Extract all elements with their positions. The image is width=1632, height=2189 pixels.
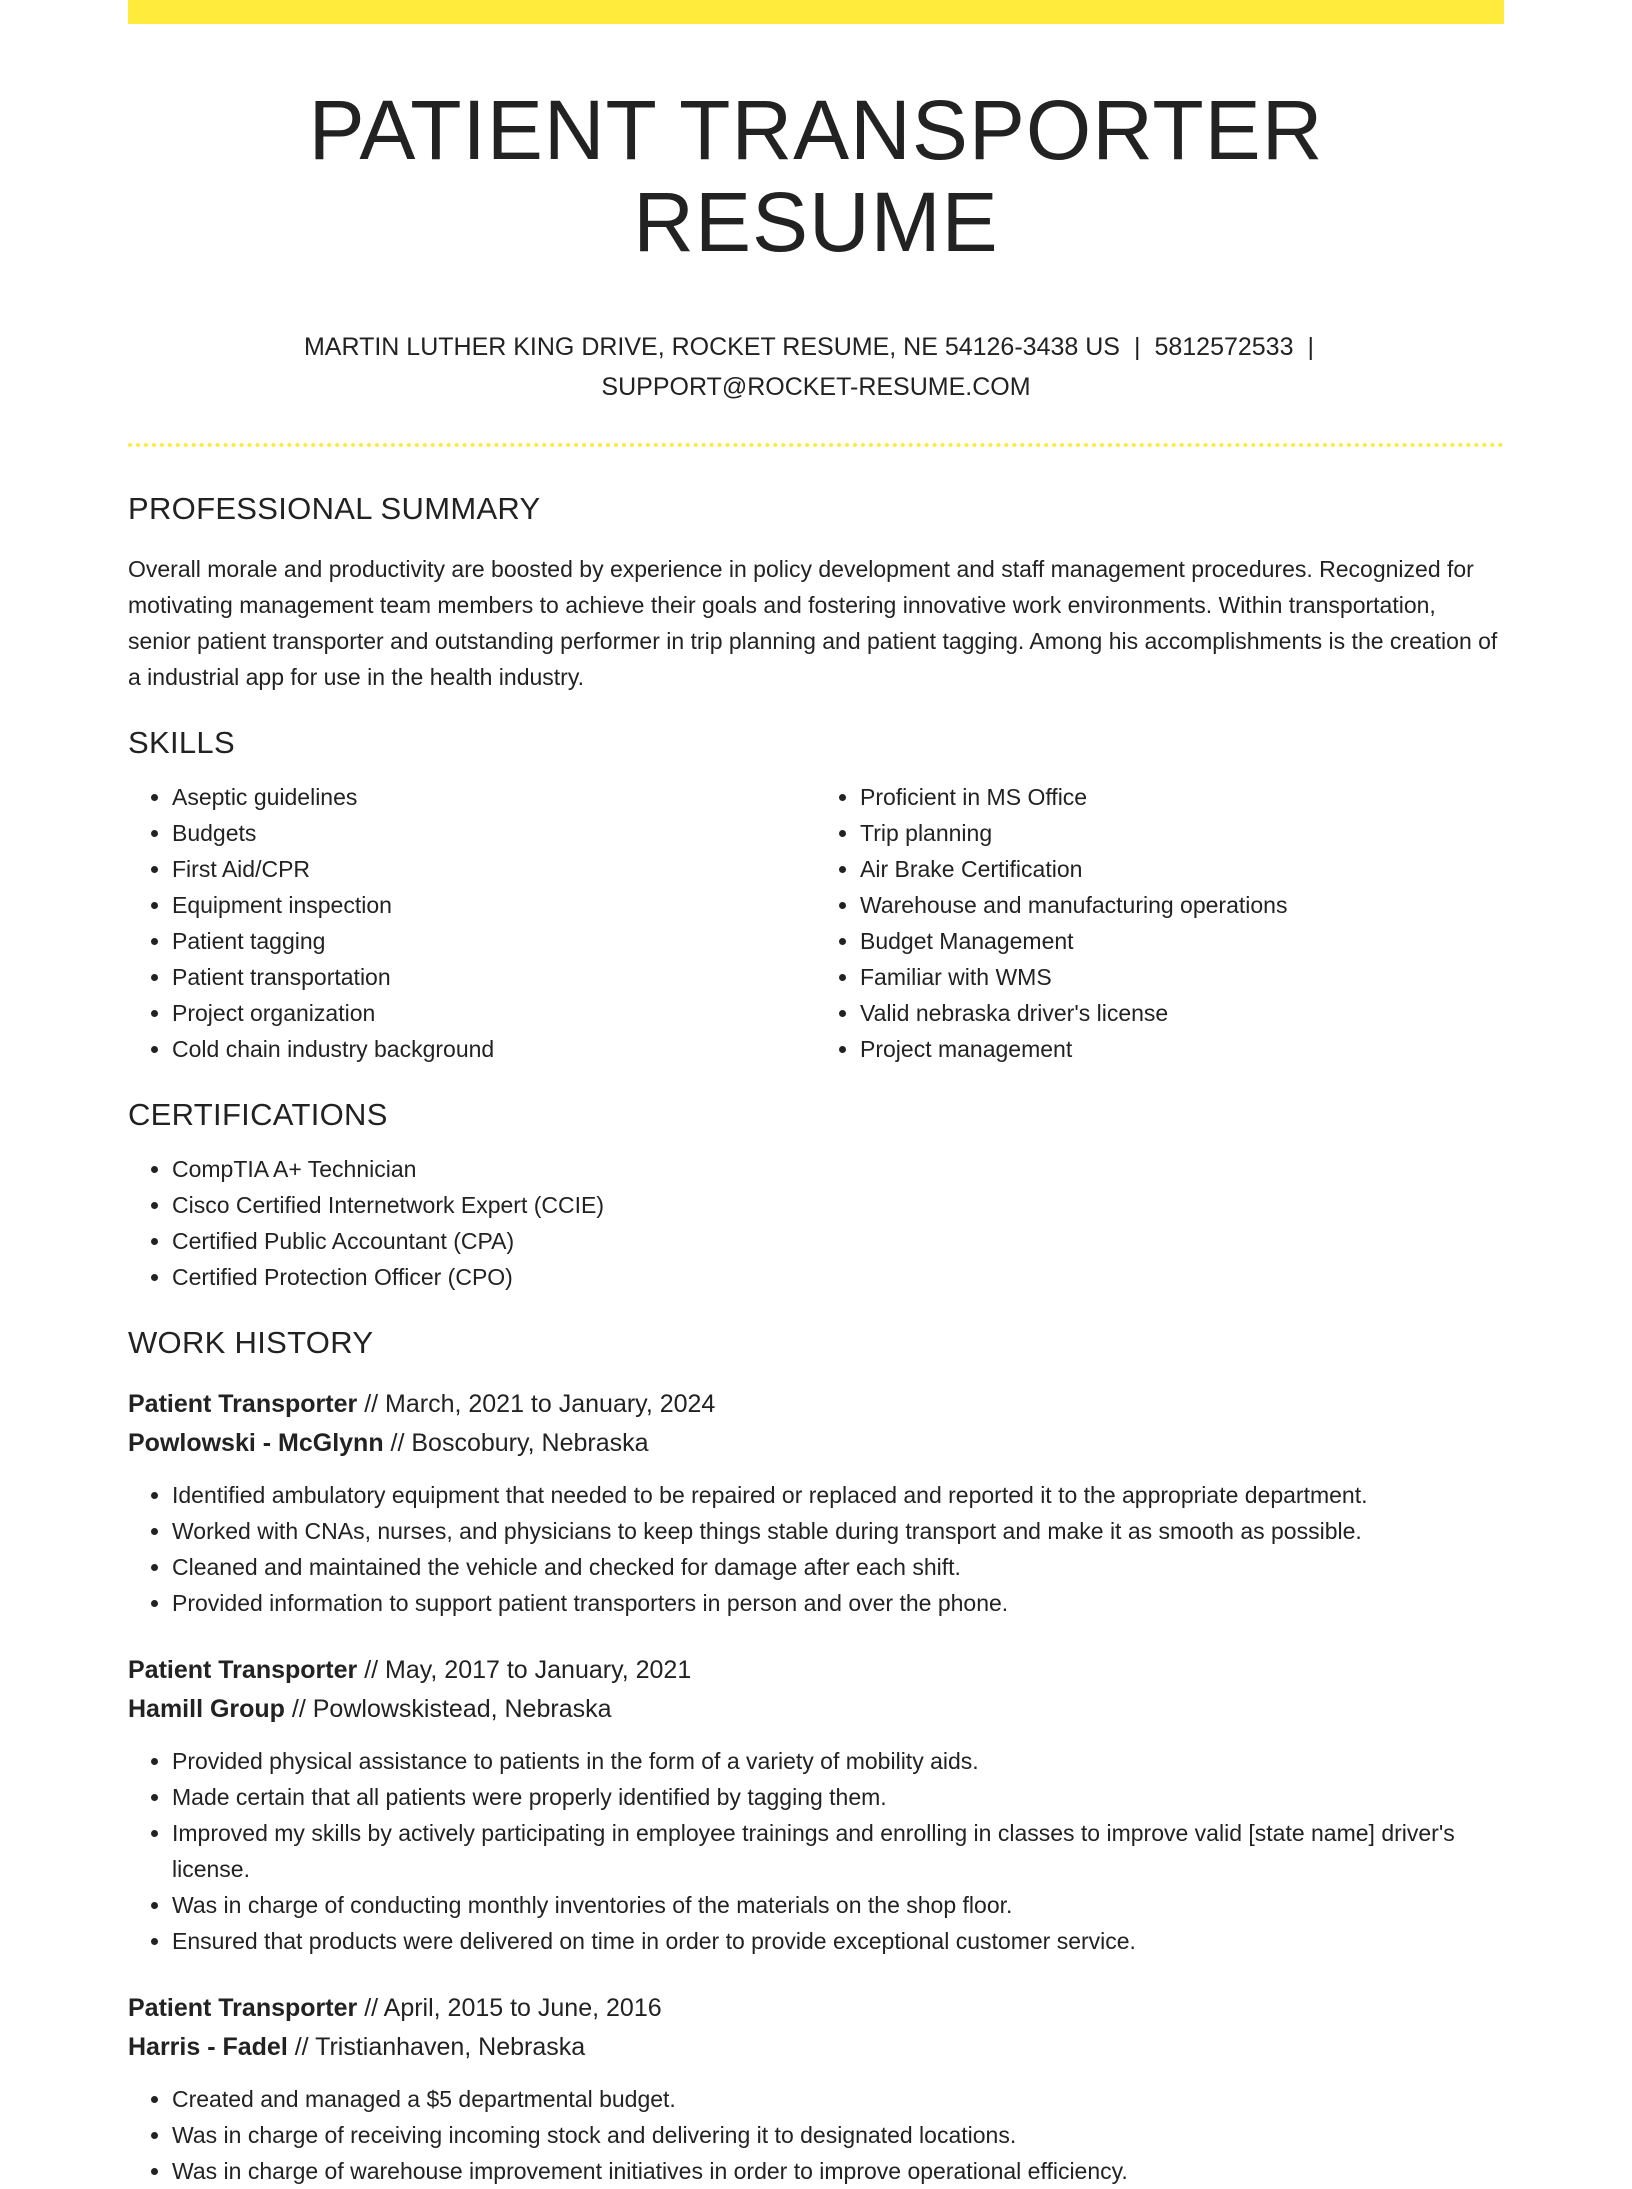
skills-heading: SKILLS	[128, 724, 235, 760]
skill-item: • Budgets	[172, 815, 816, 851]
skill-item: • Air Brake Certification	[860, 851, 1504, 887]
job-company: Harris - Fadel	[128, 2032, 288, 2061]
contact-separator: |	[1307, 332, 1314, 361]
job-bullet: • Improved my skills by actively participating in employee trainings and enrolling in classes to improve valid [state name] driver's license.	[172, 1815, 1504, 1887]
job-entry	[128, 1651, 1504, 1959]
job-dates: // March, 2021 to January, 2024	[364, 1389, 716, 1418]
contact-address: MARTIN LUTHER KING DRIVE, ROCKET RESUME, NE 54126-3438 US	[303, 332, 1120, 361]
skill-item: • Cold chain industry background	[172, 1031, 816, 1067]
skill-item: • Patient tagging	[172, 923, 816, 959]
job-bullet: • Cleaned and maintained the vehicle and checked for damage after each shift.	[172, 1549, 1504, 1585]
contact-info	[128, 327, 1504, 407]
skill-item: • Proficient in MS Office	[860, 779, 1504, 815]
job-title-line	[128, 1989, 1504, 2028]
job-bullet: • Was in charge of receiving incoming stock and delivering it to designated locations.	[172, 2117, 1504, 2153]
job-title-line	[128, 1385, 1504, 1424]
certifications-list	[128, 1151, 1504, 1295]
skill-item: • Project management	[860, 1031, 1504, 1067]
skills-columns	[128, 779, 1504, 1067]
job-bullet: • Was in charge of warehouse improvement initiatives in order to improve operational efficiency.	[172, 2153, 1504, 2189]
job-bullet: • Provided physical assistance to patients in the form of a variety of mobility aids.	[172, 1743, 1504, 1779]
contact-phone: 5812572533	[1154, 332, 1294, 361]
certification-item: • Certified Public Accountant (CPA)	[172, 1223, 1504, 1259]
work-history-heading: WORK HISTORY	[128, 1324, 374, 1360]
job-dates: // April, 2015 to June, 2016	[364, 1993, 662, 2022]
skill-item: • Equipment inspection	[172, 887, 816, 923]
job-company: Powlowski - McGlynn	[128, 1428, 384, 1457]
job-title: Patient Transporter	[128, 1655, 358, 1684]
page-title: PATIENT TRANSPORTER RESUME	[308, 83, 1324, 270]
job-bullet: • Was in charge of conducting monthly inventories of the materials on the shop floor.	[172, 1887, 1504, 1923]
job-company-line	[128, 2028, 1504, 2067]
accent-top-bar	[128, 0, 1504, 24]
job-entry	[128, 1385, 1504, 1621]
certification-item: • Certified Protection Officer (CPO)	[172, 1259, 1504, 1295]
job-title: Patient Transporter	[128, 1389, 358, 1418]
skills-list-right	[816, 779, 1504, 1067]
contact-line-2	[128, 367, 1504, 407]
skill-item: • Project organization	[172, 995, 816, 1031]
job-company-line	[128, 1690, 1504, 1729]
job-entry	[128, 1989, 1504, 2189]
skill-item: • Familiar with WMS	[860, 959, 1504, 995]
summary-heading: PROFESSIONAL SUMMARY	[128, 490, 541, 526]
job-company-line	[128, 1424, 1504, 1463]
job-bullet: • Created and managed a $5 departmental budget.	[172, 2081, 1504, 2117]
certification-item: • Cisco Certified Internetwork Expert (CCIE)	[172, 1187, 1504, 1223]
contact-separator: |	[1133, 332, 1141, 361]
job-dates: // May, 2017 to January, 2021	[364, 1655, 692, 1684]
skill-item: • Trip planning	[860, 815, 1504, 851]
job-bullet: • Ensured that products were delivered on time in order to provide exceptional customer service.	[172, 1923, 1504, 1959]
job-bullet: • Worked with CNAs, nurses, and physicians to keep things stable during transport and make it as smooth as possible.	[172, 1513, 1504, 1549]
job-location: // Tristianhaven, Nebraska	[294, 2032, 586, 2061]
skill-item: • Warehouse and manufacturing operations	[860, 887, 1504, 923]
job-title: Patient Transporter	[128, 1993, 358, 2022]
skill-item: • First Aid/CPR	[172, 851, 816, 887]
certifications-heading: CERTIFICATIONS	[128, 1096, 388, 1132]
job-company: Hamill Group	[128, 1694, 285, 1723]
contact-line-1	[128, 327, 1504, 367]
job-bullets	[128, 2081, 1504, 2189]
job-bullet: • Made certain that all patients were properly identified by tagging them.	[172, 1779, 1504, 1815]
skill-item: • Budget Management	[860, 923, 1504, 959]
job-bullet: • Identified ambulatory equipment that needed to be repaired or replaced and reported it to the appropriate department.	[172, 1477, 1504, 1513]
dotted-divider	[128, 443, 1504, 447]
resume-page	[128, 0, 1504, 2189]
skill-item: • Valid nebraska driver's license	[860, 995, 1504, 1031]
job-bullets	[128, 1743, 1504, 1959]
certification-item: • CompTIA A+ Technician	[172, 1151, 1504, 1187]
skill-item: • Aseptic guidelines	[172, 779, 816, 815]
job-bullets	[128, 1477, 1504, 1621]
job-location: // Boscobury, Nebraska	[390, 1428, 649, 1457]
job-location: // Powlowskistead, Nebraska	[291, 1694, 612, 1723]
skills-list-left	[128, 779, 816, 1067]
summary-text: Overall morale and productivity are boosted by experience in policy development and staff management procedures. Recognized for motivating management team members to achieve their goals and fostering innovative work environments. Within transportation, senior patient transporter and outstanding performer in trip planning and patient tagging. Among his accomplishments is the creation of a industrial app for use in the health industry.	[128, 555, 1498, 690]
job-bullet: • Provided information to support patient transporters in person and over the phone.	[172, 1585, 1504, 1621]
job-title-line	[128, 1651, 1504, 1690]
skill-item: • Patient transportation	[172, 959, 816, 995]
contact-email: SUPPORT@ROCKET-RESUME.COM	[601, 372, 1031, 401]
